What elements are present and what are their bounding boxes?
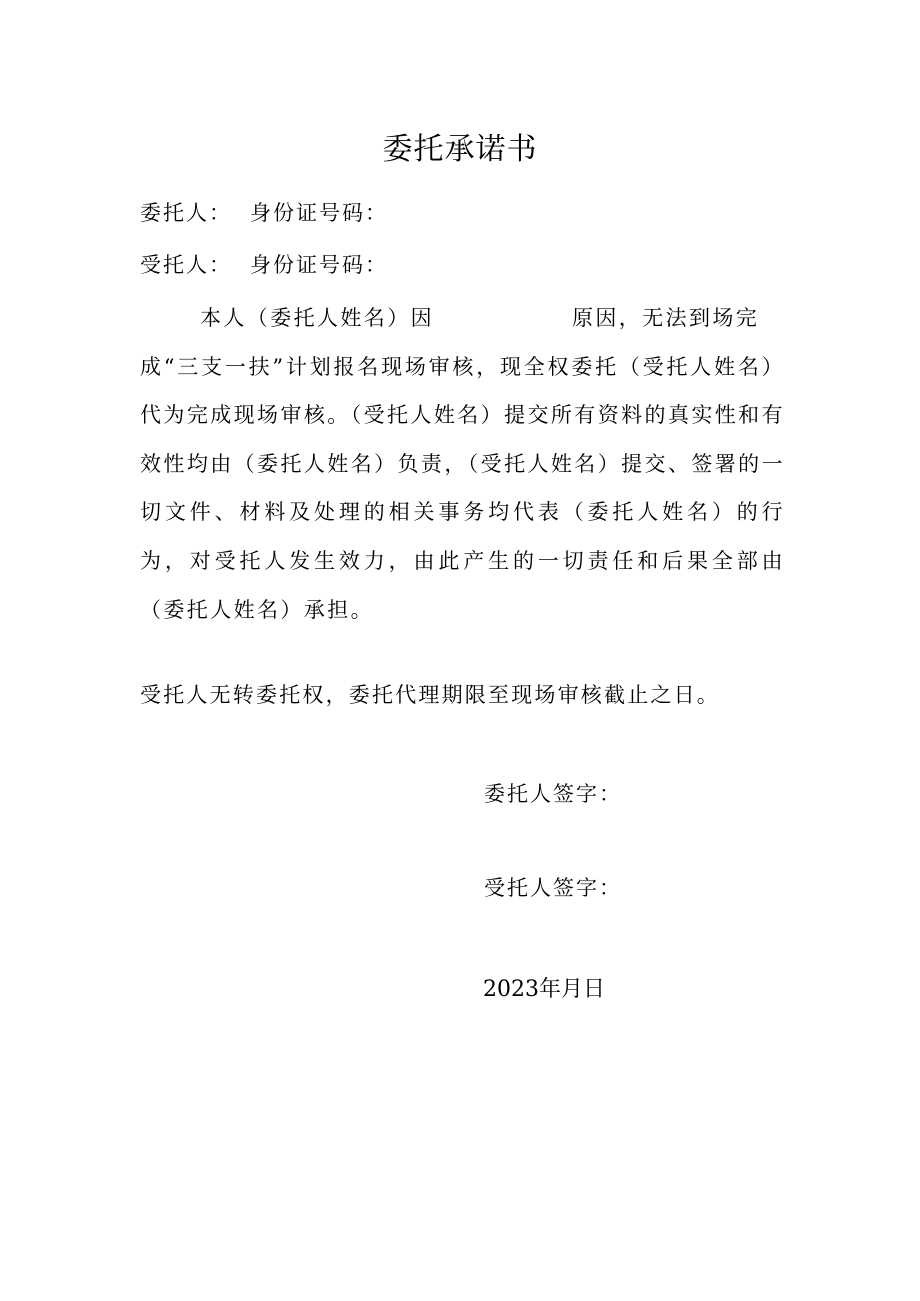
body-paragraph	[140, 294, 785, 634]
body-line1-start: 本人（委托人姓名）因	[200, 306, 434, 330]
agent-signature-label: 受托人签字：	[484, 876, 622, 900]
no-subdelegation-statement: 受托人无转委托权，委托代理期限至现场审核截止之日。	[140, 683, 720, 707]
body-rest: 成“三支一扶”计划报名现场审核，现全权委托（受托人姓名）代为完成现场审核。（受托人姓名）提交所有资料的真实性和有效性均由（委托人姓名）负责，（受托人姓名）提交、签署的一切文件、材料及处理的相关事务均代表（委托人姓名）的行为，对受托人发生效力，由此产生的一切责任和后果全部由（委托人姓名）承担。	[140, 354, 785, 622]
document-date: 2023年月日	[483, 977, 605, 1002]
agent-id-label: 身份证号码：	[250, 253, 388, 277]
principal-line	[140, 198, 388, 228]
principal-id-label: 身份证号码：	[250, 201, 388, 225]
agent-line	[140, 250, 388, 280]
principal-label: 委托人：	[140, 201, 232, 225]
body-line1-end: 原因，无法到场完	[572, 306, 760, 330]
principal-signature-label: 委托人签字：	[484, 782, 622, 806]
agent-label: 受托人：	[140, 253, 232, 277]
document-title: 委托承诺书	[382, 132, 538, 167]
body-first-line	[140, 294, 785, 343]
